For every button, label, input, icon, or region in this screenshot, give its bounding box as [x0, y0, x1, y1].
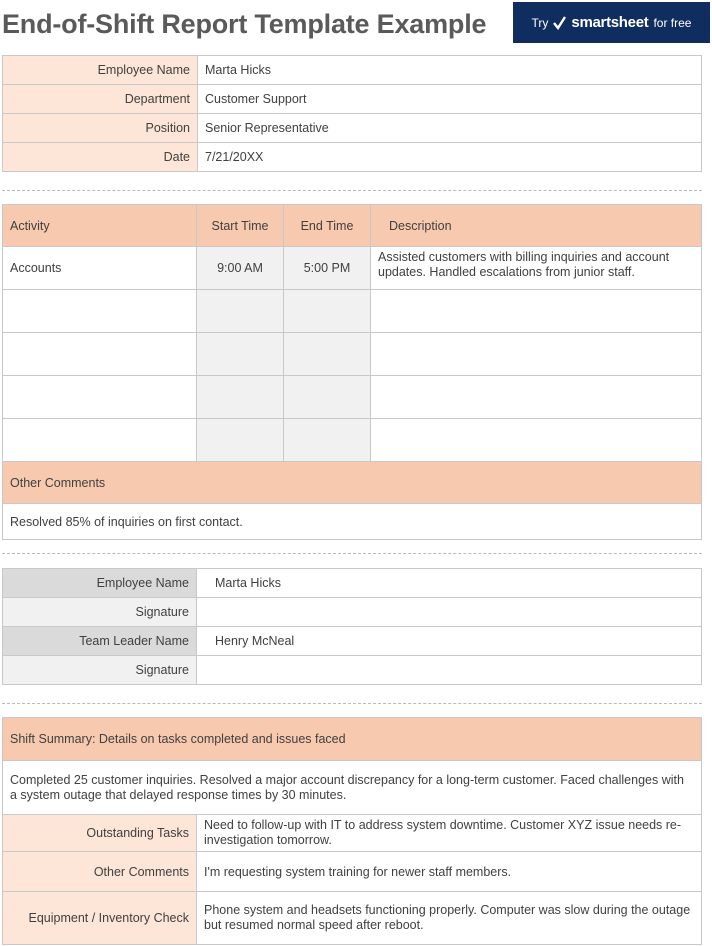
other-comments-row: [3, 504, 702, 540]
team-leader-name-field[interactable]: Henry McNeal: [197, 627, 702, 656]
banner-try-text: Try: [531, 15, 549, 30]
shift-summary-field[interactable]: Completed 25 customer inquiries. Resolved a major account discrepancy for a long-term customer. Faced challenges with a system outage that delayed response times by 30 minutes.: [3, 761, 702, 815]
activities-header-row: [3, 205, 702, 247]
description-cell[interactable]: [371, 419, 702, 462]
shift-summary-table: [2, 717, 702, 945]
end-time-cell[interactable]: [284, 419, 371, 462]
end-time-column-header: End Time: [284, 205, 371, 247]
department-label: Department: [3, 85, 198, 114]
employee-name-label: Employee Name: [3, 569, 197, 598]
activity-cell[interactable]: [3, 419, 197, 462]
other-comments-label: Other Comments: [3, 852, 197, 892]
page-title: End-of-Shift Report Template Example: [2, 9, 487, 39]
end-time-cell[interactable]: [284, 333, 371, 376]
team-leader-signature-field[interactable]: [197, 656, 702, 685]
employee-info-table: [2, 55, 702, 172]
checkmark-icon: [553, 16, 566, 30]
section-divider: [2, 703, 702, 704]
table-row: [3, 376, 702, 419]
outstanding-tasks-field[interactable]: Need to follow-up with IT to address system downtime. Customer XYZ issue needs re-investigation tomorrow.: [197, 815, 702, 852]
activity-cell[interactable]: [3, 333, 197, 376]
activity-cell[interactable]: [3, 376, 197, 419]
department-field[interactable]: Customer Support: [198, 85, 702, 114]
end-time-cell[interactable]: [284, 290, 371, 333]
signatures-table: [2, 568, 702, 685]
team-leader-name-label: Team Leader Name: [3, 627, 197, 656]
other-comments-header-row: [3, 462, 702, 504]
start-time-column-header: Start Time: [197, 205, 284, 247]
date-label: Date: [3, 143, 198, 172]
table-row: [3, 290, 702, 333]
description-cell[interactable]: [371, 376, 702, 419]
outstanding-tasks-label: Outstanding Tasks: [3, 815, 197, 852]
summary-row: [3, 892, 702, 945]
start-time-cell[interactable]: [197, 419, 284, 462]
start-time-cell[interactable]: 9:00 AM: [197, 247, 284, 290]
description-cell[interactable]: [371, 290, 702, 333]
description-cell[interactable]: Assisted customers with billing inquiries and account updates. Handled escalations from junior staff.: [371, 247, 702, 290]
info-row: [3, 56, 702, 85]
start-time-cell[interactable]: [197, 333, 284, 376]
employee-signature-field[interactable]: [197, 598, 702, 627]
shift-summary-header: Shift Summary: Details on tasks completed and issues faced: [3, 718, 702, 761]
table-row: [3, 419, 702, 462]
section-divider: [2, 190, 702, 191]
date-field[interactable]: 7/21/20XX: [198, 143, 702, 172]
end-time-cell[interactable]: [284, 376, 371, 419]
other-comments-field[interactable]: Resolved 85% of inquiries on first contact.: [3, 504, 702, 540]
shift-summary-text-row: [3, 761, 702, 815]
signature-row: [3, 598, 702, 627]
info-row: [3, 114, 702, 143]
activity-cell[interactable]: [3, 290, 197, 333]
signature-row: [3, 569, 702, 598]
banner-free-text: for free: [653, 15, 692, 30]
signature-row: [3, 656, 702, 685]
start-time-cell[interactable]: [197, 376, 284, 419]
signature-row: [3, 627, 702, 656]
description-column-header: Description: [371, 205, 702, 247]
employee-name-field[interactable]: Marta Hicks: [197, 569, 702, 598]
position-label: Position: [3, 114, 198, 143]
start-time-cell[interactable]: [197, 290, 284, 333]
activity-column-header: Activity: [3, 205, 197, 247]
smartsheet-banner[interactable]: [513, 2, 710, 43]
other-comments-field[interactable]: I'm requesting system training for newer staff members.: [197, 852, 702, 892]
section-divider: [2, 553, 702, 554]
table-row: [3, 333, 702, 376]
equipment-check-label: Equipment / Inventory Check: [3, 892, 197, 945]
employee-name-field[interactable]: Marta Hicks: [198, 56, 702, 85]
employee-name-label: Employee Name: [3, 56, 198, 85]
info-row: [3, 143, 702, 172]
summary-row: [3, 815, 702, 852]
banner-brand: smartsheet: [571, 14, 649, 31]
position-field[interactable]: Senior Representative: [198, 114, 702, 143]
summary-row: [3, 852, 702, 892]
end-time-cell[interactable]: 5:00 PM: [284, 247, 371, 290]
table-row: [3, 247, 702, 290]
activities-table: [2, 204, 702, 540]
description-cell[interactable]: [371, 333, 702, 376]
other-comments-header: Other Comments: [3, 462, 702, 504]
shift-summary-header-row: [3, 718, 702, 761]
equipment-check-field[interactable]: Phone system and headsets functioning properly. Computer was slow during the outage but resumed normal speed after reboot.: [197, 892, 702, 945]
team-leader-signature-label: Signature: [3, 656, 197, 685]
info-row: [3, 85, 702, 114]
activity-cell[interactable]: Accounts: [3, 247, 197, 290]
employee-signature-label: Signature: [3, 598, 197, 627]
